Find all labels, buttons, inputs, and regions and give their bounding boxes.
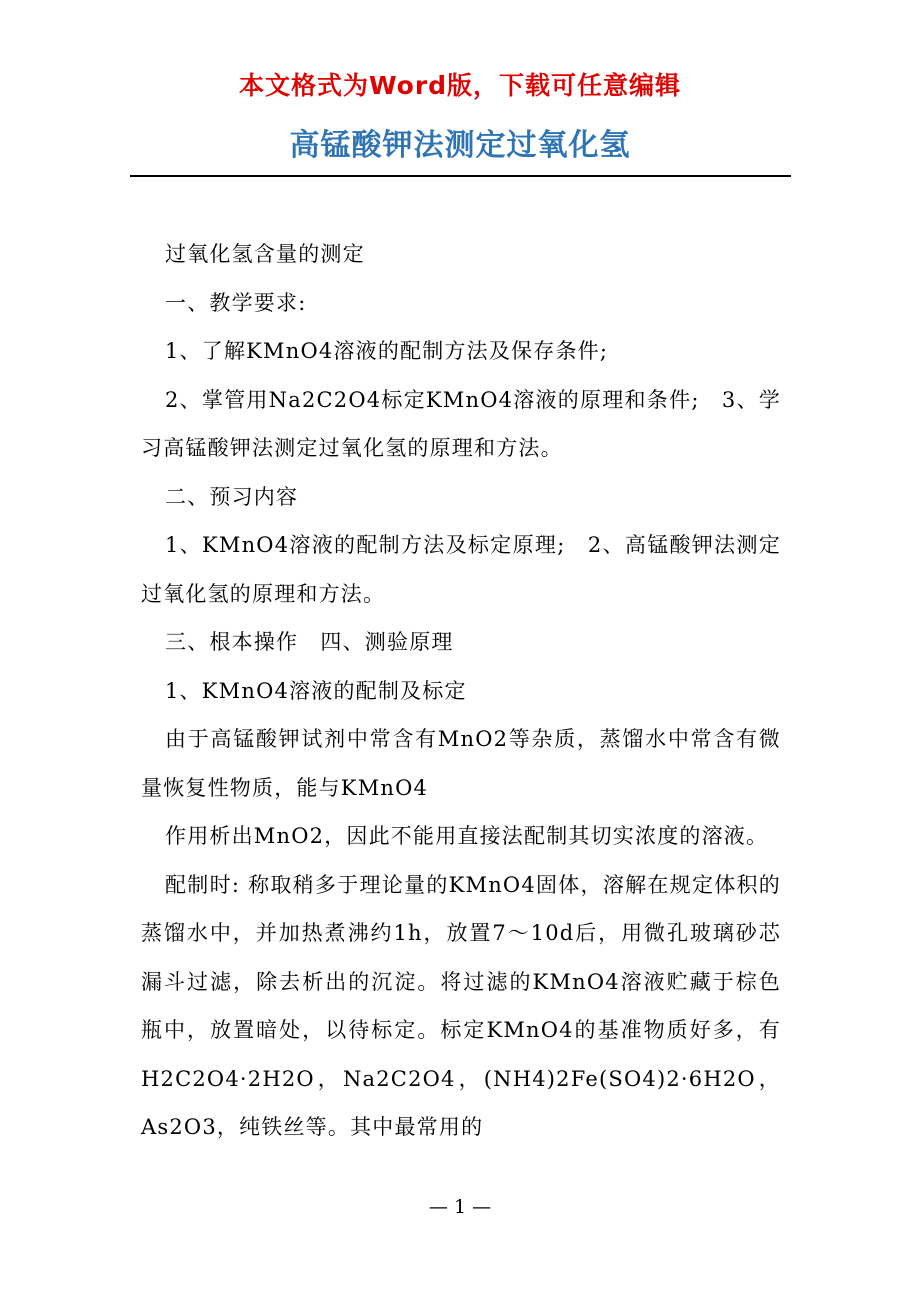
paragraph: 一、教学要求:	[165, 290, 307, 315]
document-title: 高锰酸钾法测定过氧化氢	[289, 128, 631, 163]
paragraph: 二、预习内容	[165, 484, 299, 509]
paragraph: 由于高锰酸钾试剂中常含有MnO2等杂质，蒸馏水中常含有微量恢复性物质，能与KMnO4	[141, 727, 781, 800]
page-number: — 1 —	[428, 1196, 492, 1218]
paragraph: 过氧化氢含量的测定	[165, 242, 365, 266]
paragraph: 1、KMnO4溶液的配制及标定	[165, 678, 467, 703]
download-banner: 本文格式为Word版，下载可任意编辑	[238, 71, 682, 100]
paragraph: 2、掌管用Na2C2O4标定KMnO4溶液的原理和条件; 3、学习高锰酸钾法测定过氧化氢的原理和方法。	[141, 387, 781, 460]
title-divider	[130, 175, 791, 177]
paragraph: 三、根本操作 四、测验原理	[165, 630, 454, 654]
document-body	[141, 230, 781, 1152]
paragraph: 配制时: 称取稍多于理论量的KMnO4固体，溶解在规定体积的蒸馏水中，并加热煮沸约1h，放置7～10d后，用微孔玻璃砂芯漏斗过滤，除去析出的沉淀。将过滤的KMnO4溶液贮藏于棕色瓶中，放置暗处，以待标定。标定KMnO4的基准物质好多，有H2C2O4·2H2O，Na2C2O4，(NH4)2Fe(SO4)2·6H2O，As2O3，纯铁丝等。其中最常用的	[141, 872, 781, 1139]
paragraph: 1、了解KMnO4溶液的配制方法及保存条件;	[165, 339, 609, 363]
paragraph: 作用析出MnO2，因此不能用直接法配制其切实浓度的溶液。	[165, 824, 769, 848]
paragraph: 1、KMnO4溶液的配制方法及标定原理; 2、高锰酸钾法测定过氧化氢的原理和方法。	[141, 533, 781, 606]
